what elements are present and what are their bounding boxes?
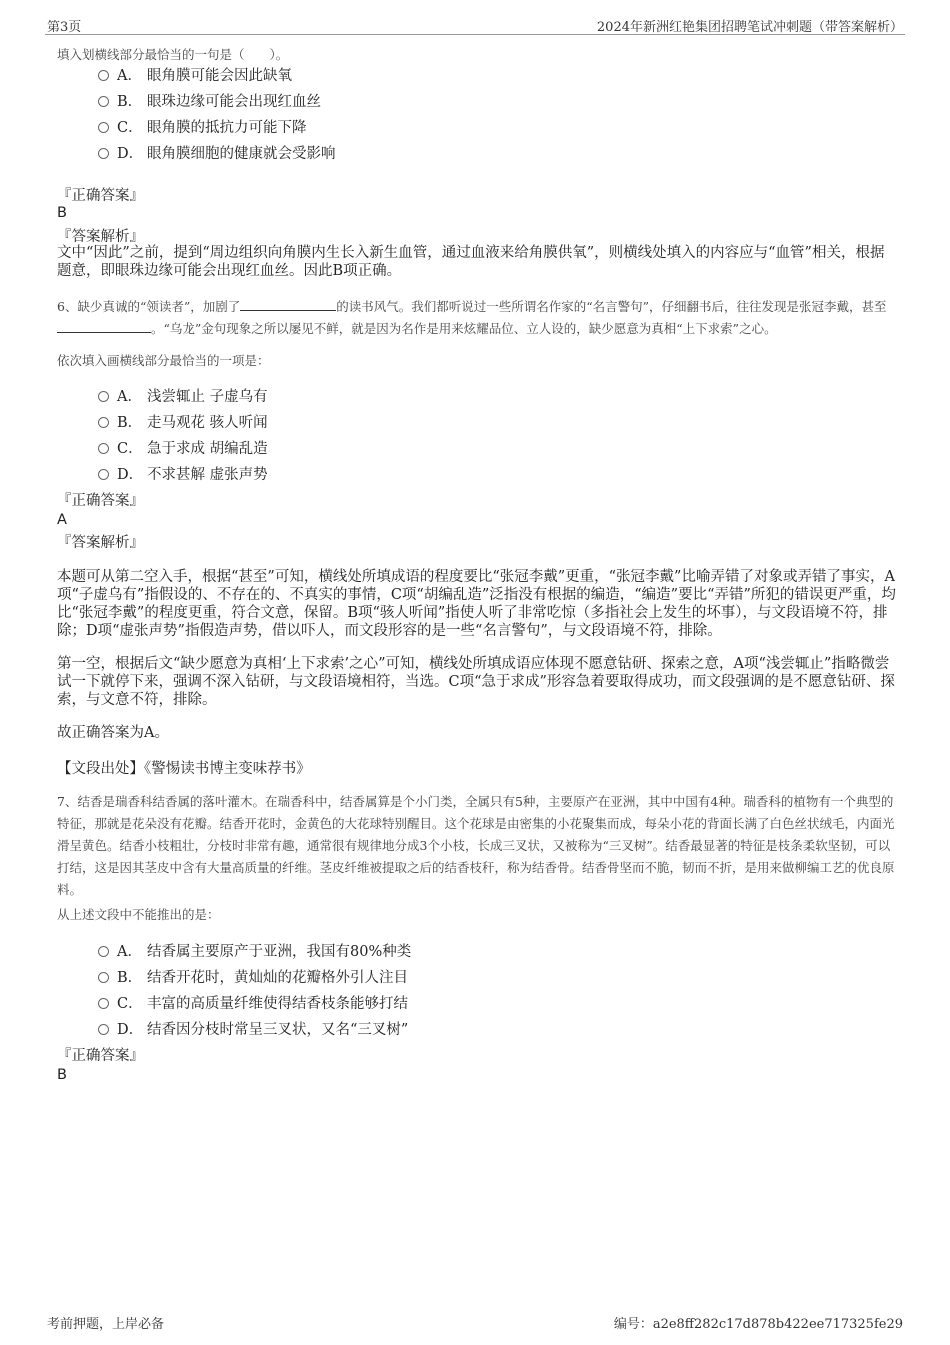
- document-id: 编号：a2e8ff282c17d878b422ee717325fe29: [613, 1317, 903, 1332]
- radio-icon[interactable]: [98, 417, 109, 428]
- q6-answer-label: 『正确答案』: [57, 493, 144, 509]
- q6-analysis-para3: 故正确答案为A。: [57, 725, 169, 741]
- q5-analysis: 文中“因此”之前，提到“周边组织向角膜内生长入新生血管，通过血液来给角膜供氧”，则横线处填入的内容应与“血管”相关，根据题意，即眼珠边缘可能会出现红血丝。因此B项正确。: [57, 245, 885, 279]
- blank-1: [240, 298, 336, 311]
- q6-answer: A: [57, 512, 67, 528]
- radio-icon[interactable]: [98, 148, 109, 159]
- q7-stem: 7、结香是瑞香科结香属的落叶灌木。在瑞香科中，结香属算是个小门类，全属只有5种，主要原产在亚洲，其中中国有4种。瑞香科的植物有一个典型的特征，那就是花朵没有花瓣。结香开花时，金黄色的大花球特别醒目。这个花球是由密集的小花聚集而成，每朵小花的背面长满了白色丝状绒毛，内面光滑呈黄色。结香小枝粗壮，分枝时非常有趣，通常很有规律地分成3个小枝，长成三叉状，又被称为“三叉树”。结香最显著的特征是枝条柔软坚韧，可以打结，这是因其茎皮中含有大量高质量的纤维。茎皮纤维被提取之后的结香枝秆，称为结香骨。结香骨坚而不脆，韧而不折，是用来做柳编工艺的优良原料。: [57, 794, 895, 897]
- q5-prompt: 填入划横线部分最恰当的一句是（ ）。: [57, 47, 289, 62]
- q6-analysis-para1: 本题可从第二空入手，根据“甚至”可知，横线处所填成语的程度要比“张冠李戴”更重，“张冠李戴”比喻弄错了对象或弄错了事实，A项“子虚乌有”指假设的、不存在的、不真实的事情，C项“胡编乱造”泛指没有根据的编造，“编造”要比“弄错”所犯的错误更严重，均比“张冠李戴”的程度更重，符合文意，保留。B项“骇人听闻”指使人听了非常吃惊（多指社会上发生的坏事），与文段语境不符，排除；D项“虚张声势”指假造声势，借以吓人，而文段形容的是一些“名言警句”，与文段语境不符，排除。: [57, 569, 896, 639]
- q7-answer: B: [57, 1067, 67, 1083]
- page-number: 第3页: [47, 20, 82, 35]
- q6-option-c[interactable]: C． 急于求成 胡编乱造: [98, 438, 268, 460]
- q5-option-d[interactable]: D． 眼角膜细胞的健康就会受影响: [98, 143, 336, 165]
- footer-slogan: 考前押题，上岸必备: [47, 1317, 165, 1332]
- q5-analysis-label: 『答案解析』: [57, 229, 144, 245]
- q6-option-a[interactable]: A． 浅尝辄止 子虚乌有: [98, 386, 268, 408]
- blank-2: [57, 320, 151, 333]
- radio-icon[interactable]: [98, 122, 109, 133]
- radio-icon[interactable]: [98, 96, 109, 107]
- q7-option-a[interactable]: A． 结香属主要原产于亚洲，我国有80%种类: [98, 941, 411, 963]
- radio-icon[interactable]: [98, 70, 109, 81]
- q6-source: 【文段出处】《警惕读书博主变味荐书》: [57, 761, 311, 777]
- radio-icon[interactable]: [98, 469, 109, 480]
- q6-analysis-label: 『答案解析』: [57, 535, 144, 551]
- radio-icon[interactable]: [98, 946, 109, 957]
- q6-prompt: 依次填入画横线部分最恰当的一项是：: [57, 353, 270, 368]
- q7-option-d[interactable]: D． 结香因分枝时常呈三叉状，又名“三叉树”: [98, 1019, 408, 1041]
- q6-stem: 6、缺少真诚的“领读者”，加剧了 的读书风气。我们都听说过一些所谓名作家的“名言警句”，仔细翻书后，往往发现是张冠李戴，甚至。“乌龙”金句现象之所以屡见不鲜，就是因为名作是用来炫耀品位、立人设的，缺少愿意为真相“上下求索”之心。: [57, 299, 887, 336]
- radio-icon[interactable]: [98, 972, 109, 983]
- q6-option-b[interactable]: B． 走马观花 骇人听闻: [98, 412, 268, 434]
- radio-icon[interactable]: [98, 1024, 109, 1035]
- q5-option-a[interactable]: A． 眼角膜可能会因此缺氧: [98, 65, 292, 87]
- q6-option-d[interactable]: D． 不求甚解 虚张声势: [98, 464, 268, 486]
- q5-option-b[interactable]: B． 眼珠边缘可能会出现红血丝: [98, 91, 321, 113]
- radio-icon[interactable]: [98, 391, 109, 402]
- q7-answer-label: 『正确答案』: [57, 1048, 144, 1064]
- document-title: 2024年新洲红艳集团招聘笔试冲刺题（带答案解析）: [596, 20, 903, 35]
- q6-analysis-para2: 第一空，根据后文“缺少愿意为真相‘上下求索’之心”可知，横线处所填成语应体现不愿意钻研、探索之意，A项“浅尝辄止”指略微尝试一下就停下来，强调不深入钻研，与文段语境相符，当选。C项“急于求成”形容急着要取得成功，而文段强调的是不愿意钻研、探索，与文意不符，排除。: [57, 656, 895, 708]
- radio-icon[interactable]: [98, 998, 109, 1009]
- q7-option-c[interactable]: C． 丰富的高质量纤维使得结香枝条能够打结: [98, 993, 408, 1015]
- radio-icon[interactable]: [98, 443, 109, 454]
- q5-option-c[interactable]: C． 眼角膜的抵抗力可能下降: [98, 117, 307, 139]
- q7-prompt: 从上述文段中不能推出的是：: [57, 907, 220, 922]
- q5-answer: B: [57, 205, 67, 221]
- page-header: [45, 14, 905, 35]
- q7-option-b[interactable]: B． 结香开花时，黄灿灿的花瓣格外引人注目: [98, 967, 408, 989]
- q5-answer-label: 『正确答案』: [57, 188, 144, 204]
